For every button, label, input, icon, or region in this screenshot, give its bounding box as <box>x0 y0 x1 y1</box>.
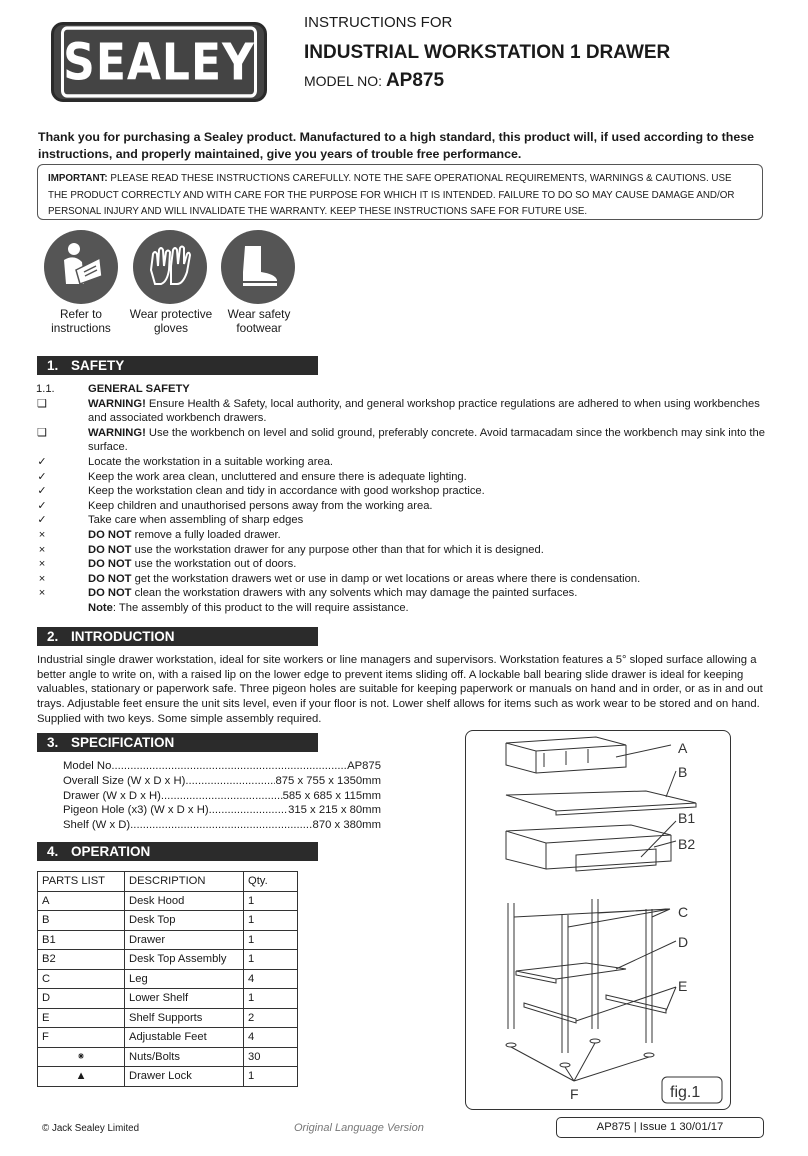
section-intro-header: 2. INTRODUCTION <box>37 627 318 646</box>
assembly-figure <box>465 730 731 1110</box>
bullet-icon: × <box>38 572 46 585</box>
table-cell: A <box>38 891 125 911</box>
exploded-view-drawing <box>466 731 730 1109</box>
safety-item: ❑ WARNING! Ensure Health & Safety, local authority, and general workshop practice regulations are adhered to when using workbenches and associated workbench drawers. <box>36 397 760 425</box>
bullet-icon: × <box>38 558 46 571</box>
table-row <box>38 1008 298 1028</box>
table-cell: 30 <box>244 1047 298 1067</box>
bullet-icon: × <box>38 543 46 556</box>
spec-row: Shelf (W x D) ..... 870 x 380mm <box>63 818 381 833</box>
label-e: E <box>678 978 688 994</box>
product-title: INDUSTRIAL WORKSTATION 1 DRAWER <box>304 42 671 63</box>
table-row <box>38 1047 298 1067</box>
table-row <box>38 969 298 989</box>
leg-1 <box>508 903 514 1029</box>
table-cell: ▲ <box>38 1067 125 1087</box>
label-b2: B2 <box>678 836 696 852</box>
instructions-for: INSTRUCTIONS FOR <box>304 14 453 31</box>
bullet-icon: ✓ <box>37 485 47 498</box>
safety-item: ❑ WARNING! Use the workbench on level and solid ground, preferably concrete. Avoid tarmacadam since the workbench may sink into the surface. <box>36 426 765 454</box>
safety-item: × DO NOT get the workstation drawers wet or use in damp or wet locations or areas where there is condensation. <box>36 572 776 587</box>
section-operation-header: 4. OPERATION <box>37 842 318 861</box>
important-label: IMPORTANT: <box>48 173 108 184</box>
safety-item: ✓ Locate the workstation in a suitable working area. <box>37 455 334 468</box>
label-f: F <box>570 1086 579 1102</box>
table-cell: E <box>38 1008 125 1028</box>
important-notice <box>37 164 763 220</box>
safety-item: Note: The assembly of this product to the will require assistance. <box>88 601 409 614</box>
safety-icon-3 <box>221 230 295 304</box>
thanks-paragraph: Thank you for purchasing a Sealey product. Manufactured to a high standard, this product will, if used according to these instructions, and properly maintained, give you years of trouble free performance. <box>38 130 754 161</box>
safety-item: ✓ Keep the work area clean, uncluttered and ensure there is adequate lighting. <box>37 470 467 483</box>
bullet-icon: ✓ <box>37 470 47 483</box>
table-cell: B2 <box>38 950 125 970</box>
drawer-front-shape <box>576 849 656 871</box>
safety-item: × DO NOT use the workstation out of doors. <box>36 557 776 572</box>
table-cell: Drawer <box>125 930 244 950</box>
table-cell: 4 <box>244 969 298 989</box>
safety-item: × DO NOT use the workstation drawer for any purpose other than that for which it is designed. <box>36 543 776 558</box>
parts-table <box>37 871 298 1087</box>
table-row <box>38 1028 298 1048</box>
header-qty: Qty. <box>244 872 298 892</box>
leg-2 <box>562 915 568 1053</box>
table-cell: 1 <box>244 930 298 950</box>
bullet-icon: ❑ <box>36 397 48 410</box>
table-cell: Desk Hood <box>125 891 244 911</box>
gloves-icon <box>133 230 207 304</box>
table-cell: ⁕ <box>38 1047 125 1067</box>
table-cell: 2 <box>244 1008 298 1028</box>
table-cell: 4 <box>244 1028 298 1048</box>
safety-list <box>36 382 776 616</box>
bullet-icon: ✓ <box>37 499 47 512</box>
important-text: PLEASE READ THESE INSTRUCTIONS CAREFULLY. NOTE THE SAFE OPERATIONAL REQUIREMENTS, WARNINGS & CAUTIONS. USE THE PRODUCT CORRECTLY AND WITH CARE FOR THE PURPOSE FOR WHICH IT IS INTENDED. FAILURE TO DO SO MAY CAUSE DAMAGE AND/OR PERSONAL INJURY AND WILL INVALIDATE THE WARRANTY. KEEP THESE INSTRUCTIONS SAFE FOR FUTURE USE. <box>48 173 735 217</box>
read-manual-icon <box>44 230 118 304</box>
table-row <box>38 950 298 970</box>
header-parts-list: PARTS LIST <box>38 872 125 892</box>
table-cell: 1 <box>244 989 298 1009</box>
table-row <box>38 930 298 950</box>
safety-item: ✓ Keep the workstation clean and tidy in accordance with good workshop practice. <box>37 485 485 498</box>
table-cell: 1 <box>244 950 298 970</box>
subsection-general-safety: 1.1. GENERAL SAFETY <box>36 383 190 395</box>
safety-item: ✓ Take care when assembling of sharp edges <box>37 514 304 527</box>
safety-label-1: Refer to instructions <box>51 307 111 335</box>
spec-row: Model No ..... AP875 <box>63 759 381 774</box>
table-cell: Leg <box>125 969 244 989</box>
header-description: DESCRIPTION <box>125 872 244 892</box>
table-cell: Desk Top <box>125 911 244 931</box>
table-row <box>38 911 298 931</box>
safety-label-2: Wear protective gloves <box>129 307 213 335</box>
table-cell: Drawer Lock <box>125 1067 244 1087</box>
bullet-icon: ✓ <box>37 455 47 468</box>
table-row <box>38 989 298 1009</box>
section-safety-header: 1. SAFETY <box>37 356 318 375</box>
safety-item: × DO NOT remove a fully loaded drawer. <box>36 528 776 543</box>
figure-caption: fig.1 <box>670 1084 701 1101</box>
bullet-icon: ❑ <box>36 426 48 439</box>
table-cell: B1 <box>38 930 125 950</box>
model-value: AP875 <box>385 70 445 91</box>
drawer-box-shape <box>506 825 671 869</box>
table-cell: 1 <box>244 911 298 931</box>
introduction-text: Industrial single drawer workstation, ideal for site workers or line managers and supervisors. Workstation features a 5° sloped surface allowing a better angle to write on, with a raised lip on the lower edge to prevent items sliding off. A lockable ball bearing slide drawer is ideal for keeping valuables, stationary or paperwork safe. Three pigeon holes are suitable for keeping paperwork or manuals on hand and in order, or as in and out trays. Adjustable feet ensure the unit sits level, even if your floor is not. Lower shelf allows for items such as work wear to be stored and on hand. Supplied with two keys. Some simple assembly required. <box>37 654 763 725</box>
section-spec-header: 3. SPECIFICATION <box>37 733 318 752</box>
label-b: B <box>678 764 688 780</box>
bullet-icon: × <box>38 528 46 541</box>
spec-row: Pigeon Hole (x3) (W x D x H) ..... 315 x 215 x 80mm <box>63 803 381 818</box>
table-cell: 1 <box>244 891 298 911</box>
table-cell: D <box>38 989 125 1009</box>
footer-copyright: © Jack Sealey Limited <box>42 1123 140 1134</box>
desk-top-shape <box>506 791 696 815</box>
spec-row: Overall Size (W x D x H) ..... 875 x 755 x 1350mm <box>63 774 381 789</box>
safety-icon-2 <box>133 230 207 304</box>
label-a: A <box>678 740 688 756</box>
table-cell: B <box>38 911 125 931</box>
table-header-row <box>38 872 298 892</box>
specification-list <box>63 759 381 833</box>
safety-icon-1 <box>44 230 118 304</box>
footer-issue: AP875 | Issue 1 30/01/17 <box>556 1117 764 1138</box>
bullet-icon: ✓ <box>37 514 47 527</box>
safety-item: × DO NOT clean the workstation drawers with any solvents which may damage the painted surfaces. <box>36 586 776 601</box>
sealey-logo <box>51 22 267 102</box>
footer-version: Original Language Version <box>294 1122 424 1134</box>
table-cell: 1 <box>244 1067 298 1087</box>
shelf-support-2 <box>606 995 666 1013</box>
bullet-icon: × <box>38 587 46 600</box>
safety-item: ✓ Keep children and unauthorised persons away from the working area. <box>37 499 433 512</box>
boot-icon <box>221 230 295 304</box>
table-cell: C <box>38 969 125 989</box>
table-cell: Adjustable Feet <box>125 1028 244 1048</box>
label-d: D <box>678 934 689 950</box>
table-row <box>38 1067 298 1087</box>
lower-shelf-shape <box>516 963 626 983</box>
table-row <box>38 891 298 911</box>
table-cell: Nuts/Bolts <box>125 1047 244 1067</box>
label-b1: B1 <box>678 810 696 826</box>
model-number <box>304 70 444 92</box>
model-prefix: MODEL NO: <box>304 73 383 89</box>
table-cell: F <box>38 1028 125 1048</box>
label-c: C <box>678 904 689 920</box>
spec-row: Drawer (W x D x H) ..... 585 x 685 x 115mm <box>63 789 381 804</box>
leg-4 <box>646 909 652 1043</box>
safety-label-3: Wear safety footwear <box>227 307 291 335</box>
table-cell: Lower Shelf <box>125 989 244 1009</box>
logo-text: SEALEY <box>61 26 257 97</box>
table-cell: Shelf Supports <box>125 1008 244 1028</box>
table-cell: Desk Top Assembly <box>125 950 244 970</box>
